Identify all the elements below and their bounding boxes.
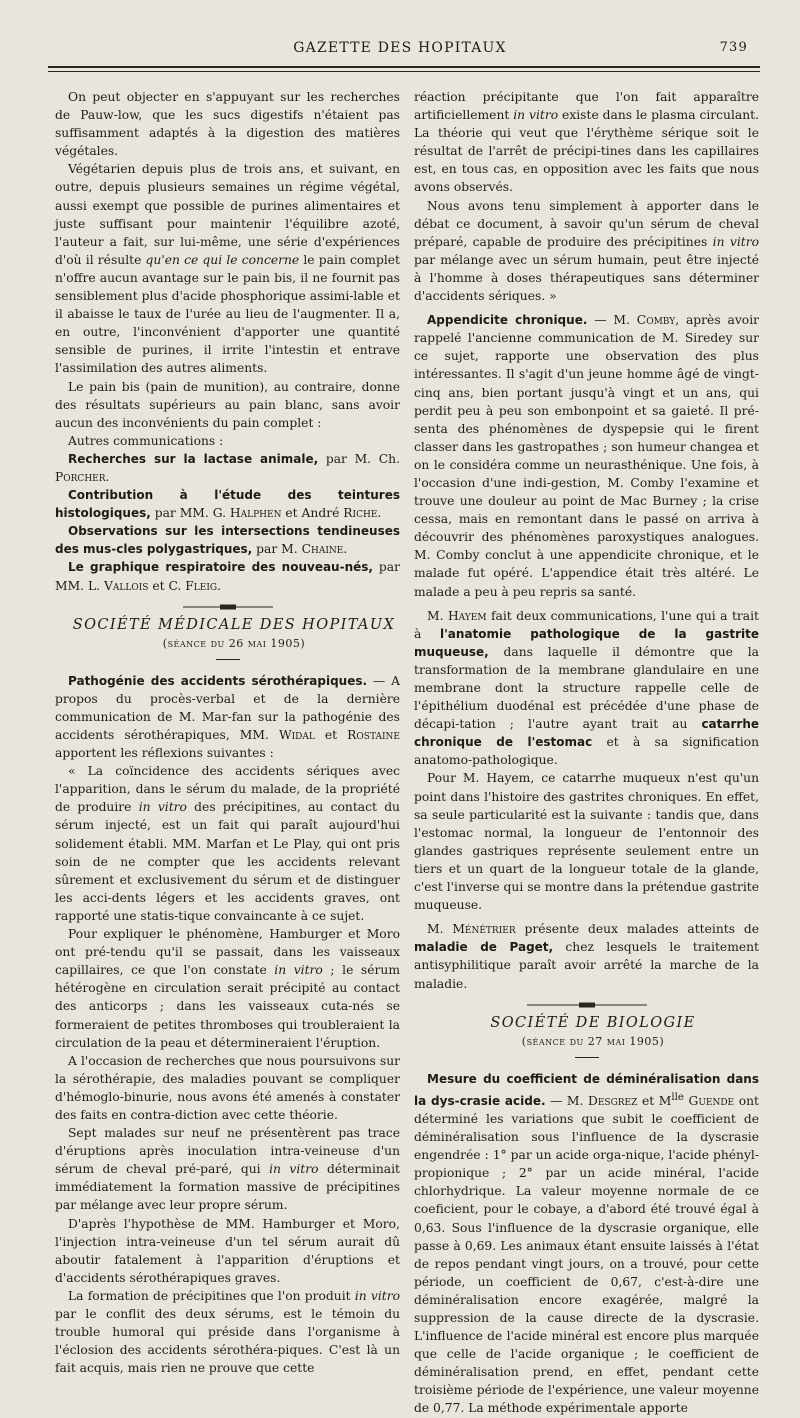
header-rule-thin	[48, 71, 760, 72]
session-date: (séance du 27 mai 1905)	[521, 1034, 665, 1048]
paragraph: M. Ménétrier présente deux malades atteints de maladie de Paget, chez lesquels le traitement antisyphilitique paraît avoir arrêté la marche de la maladie.	[414, 922, 759, 991]
paragraph: « La coïncidence des accidents sériques avec l'apparition, dans le sérum du malade, de la propriété de produire in vitro des précipitines, au contact du sérum injecté, est un fait qui paraît aujourd'hui solidement établi. MM. Marfan et Le Play, qui ont pris soin de ne compter que les accidents relevant sûrement et exclusivement du sérum et de distinguer les acci-dents légers et les accidents graves, ont rapporté une statis-tique convaincante à ce sujet.	[55, 764, 400, 923]
session-date: (séance du 26 mai 1905)	[162, 636, 306, 650]
divider	[216, 659, 240, 660]
paragraph: La formation de précipitines que l'on produit in vitro par le conflit des deux sérums, est le témoin du trouble humoral qui préside dans l'organisme à l'éclosion des accidents sérothéra-piques. C'est là un fait acquis, mais rien ne prouve que cette	[55, 1288, 400, 1376]
section-title: SOCIÉTÉ MÉDICALE DES HOPITAUX	[72, 616, 396, 633]
divider	[575, 1057, 599, 1058]
paragraph: Végétarien depuis plus de trois ans, et suivant, en outre, depuis plusieurs semaines un régime végétal, aussi exempt que possible de purines alimentaires et juste suffisant pour maintenir l'équilibre azoté, l'auteur a fait, sur lui-même, une série d'expériences d'où il résulte qu'en ce qui le concerne le pain complet n'offre aucun avantage sur le pain bis, il ne fournit pas sensiblement plus d'acide phosphorique assimi-lable et il abaisse le taux de l'urée au lieu de l'augmenter. Il a, en outre, l'inconvénient d'apporter une quantité sensible de purines, il irrite l'intestin et entrave l'assimilation des autres aliments.	[55, 162, 400, 376]
paragraph: Sept malades sur neuf ne présentèrent pas trace d'éruptions après inoculation intra-veineuse d'un sérum de cheval pré-paré, qui in vitro déterminait immédiatement la formation massive de précipitines par mélange avec leur propre sérum.	[55, 1126, 400, 1213]
paragraph: On peut objecter en s'appuyant sur les recherches de Pauw-low, que les sucs digestifs n'étaient pas suffisamment adaptés à la digestion des matières végétales.	[55, 90, 400, 159]
communication-item: Le graphique respiratoire des nouveau-nés, par MM. L. Vallois et C. Fleig.	[55, 560, 400, 593]
paragraph: Le pain bis (pain de munition), au contraire, donne des résultats supérieurs au pain blanc, sans avoir aucun des inconvénients du pain complet :	[55, 379, 400, 430]
paragraph: M. Hayem fait deux communications, l'une qui a trait à l'anatomie pathologique de la gastrite muqueuse, dans laquelle il démontre que la transformation de la membrane glandulaire en une membrane dont la structure rappelle celle de l'épithélium duodénal est précédée d'une phase de décapi-tation ; l'autre ayant trait au catarrhe chronique de l'estomac et à sa signification anatomo-pathologique.	[414, 608, 760, 768]
section-title: SOCIÉTÉ DE BIOLOGIE	[490, 1014, 696, 1031]
communication-item: Observations sur les intersections tendineuses des mus-cles polygastriques, par M. Chaine.	[55, 524, 400, 557]
paragraph: Autres communications :	[68, 433, 224, 448]
paragraph: Pathogénie des accidents sérothérapiques. — A propos du procès-verbal et de la dernière communication de M. Mar-fan sur la pathogénie des accidents sérothérapiques, MM. Widal et Rostaine apportent les réflexions suivantes :	[55, 673, 400, 761]
right-column	[414, 88, 759, 1418]
paragraph: A l'occasion de recherches que nous poursuivons sur la sérothérapie, des maladies pouvant se compliquer d'hémoglo-binurie, nous avons été amenés à constater des faits en contra-diction avec cette théorie.	[55, 1053, 400, 1122]
paragraph: Nous avons tenu simplement à apporter dans le débat ce document, à savoir qu'un sérum de cheval préparé, capable de produire des précipitines in vitro par mélange avec un sérum humain, peut être injecté à l'homme à doses thérapeutiques sans déterminer d'accidents sériques. »	[414, 198, 759, 304]
journal-title: GAZETTE DES HOPITAUX	[293, 40, 507, 56]
paragraph: Pour M. Hayem, ce catarrhe muqueux n'est qu'un point dans l'histoire des gastrites chroniques. En effet, sa seule particularité est la suivante : tandis que, dans l'estomac normal, la longueur de l'entonnoir des glandes gastriques représente seulement entre un tiers et un quart de la longueur totale de la glande, c'est l'inverse qui se montre dans la prétendue gastrite muqueuse.	[414, 771, 759, 913]
paragraph: D'après l'hypothèse de MM. Hamburger et Moro, l'injection intra-veineuse d'un tel sérum aurait dû aboutir fatalement à l'apparition d'éruptions et d'accidents sérothérapiques graves.	[55, 1216, 400, 1285]
section-ornament-icon	[183, 603, 273, 611]
communication-item: Contribution à l'étude des teintures histologiques, par MM. G. Halphen et André Riche.	[55, 488, 400, 521]
section-ornament-icon	[527, 1001, 647, 1009]
communication-item: Recherches sur la lactase animale, par M. Ch. Porcher.	[55, 451, 400, 484]
left-column	[55, 88, 400, 1377]
paragraph: Appendicite chronique. — M. Comby, après avoir rappelé l'ancienne communication de M. Siredey sur ce sujet, rapporte une observation des plus intéressantes. Il s'agit d'un jeune homme âgé de vingt-cinq ans, bien portant jusqu'à vingt et un ans, qui perdit peu à peu son embonpoint et sa gaieté. Il pré-senta des phénomènes de dyspepsie qui le firent classer dans les gastropathes ; son humeur changea et on le considéra comme un neurasthénique. Une fois, à l'occasion d'une indi-gestion, M. Comby l'examine et trouve une douleur au point de Mac Burney ; la crise cessa, mais en remontant dans le passé on arriva à découvrir des phénomènes paroxystiques analogues. M. Comby conclut à une appendicite chronique, et le malade fut opéré. L'appendice était très altéré. Le malade a peu à peu repris sa santé.	[414, 313, 760, 599]
paragraph: réaction précipitante que l'on fait apparaître artificiellement in vitro existe dans le plasma circulant. La théorie qui veut que l'érythème sérique soit le résultat de l'arrêt de précipi-tines dans les capillaires est, en tous cas, en opposition avec les faits que nous avons observés.	[414, 90, 759, 195]
paragraph: Pour expliquer le phénomène, Hamburger et Moro ont pré-tendu qu'il se passait, dans les vaisseaux capillaires, ce que l'on constate in vitro ; le sérum hétérogène en circulation serait précipité au contact des anticorps ; dans les vaisseaux cuta-nés se formeraient de petites thromboses qui troubleraient la circulation de la peau et détermineraient l'éruption.	[55, 927, 400, 1050]
page-number: 739	[719, 40, 748, 55]
paragraph: Mesure du coefficient de déminéralisation dans la dys-crasie acide. — M. Desgrez et $M^{lle}$ Guende ont déterminé les variations que subit le coefficient de déminéralisation sous l'influence de la dyscrasie engendrée : 1° par un acide orga-nique, l'acide phényl-propionique ; 2° par un acide minéral, l'acide chlorhydrique. La valeur moyenne normale de ce coeficient, pour le cobaye, a d'abord été trouvé égal à 0,63. Sous l'influence de la dyscrasie organique, elle passe à 0,69. Les animaux étant ensuite laissés à l'état de repos pendant vingt jours, on a trouvé, pour cette période, un coefficient de 0,67, c'est-à-dire une déminéralisation encore exagérée, malgré la suppression de la cause directe de la dyscrasie. L'influence de l'acide minéral est encore plus marquée que celle de l'acide organique ; le coefficient de déminéralisation prend, en effet, pendant cette troisième période de l'expérience, une valeur moyenne de 0,77. La méthode expérimentale apporte	[414, 1071, 759, 1416]
header-rule-thick	[48, 66, 760, 68]
